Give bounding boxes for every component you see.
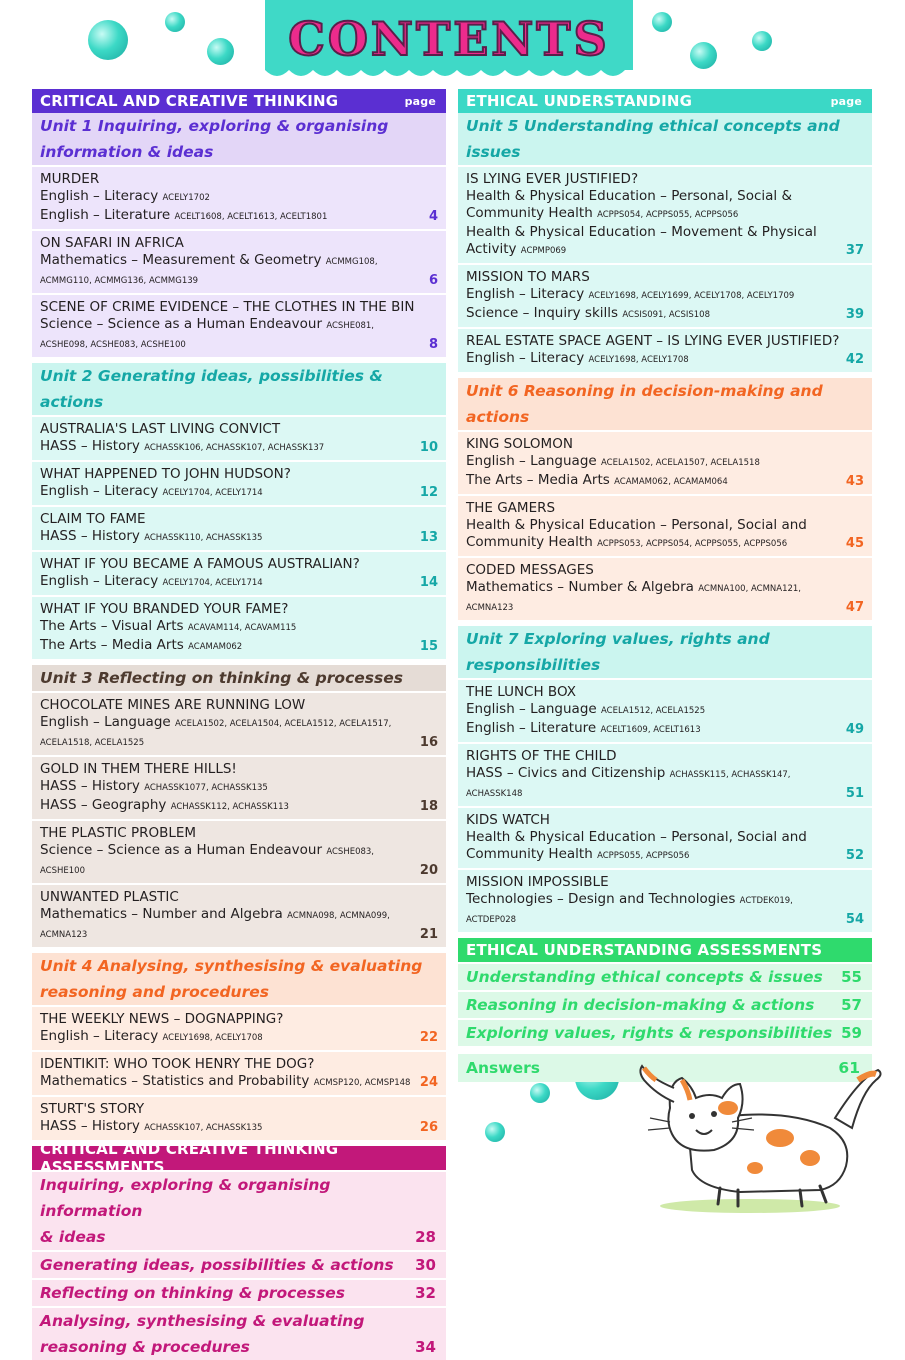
assessment-label-line: Understanding ethical concepts & issues	[466, 968, 823, 986]
curriculum-line	[466, 701, 842, 720]
toc-entry[interactable]	[32, 505, 446, 550]
subject-label: Community Health	[466, 846, 593, 862]
toc-entry[interactable]	[458, 165, 872, 263]
page-number: 16	[419, 735, 438, 750]
page-number: 55	[841, 968, 862, 986]
curriculum-line	[466, 720, 842, 739]
unit-title-line: Unit 6 Reasoning in decision-making and actions	[466, 382, 823, 426]
entry-title: KING SOLOMON	[466, 436, 573, 452]
assessment-label	[40, 1172, 415, 1250]
unit-title	[32, 665, 446, 691]
page-number: 54	[845, 912, 864, 927]
curriculum-line	[40, 573, 416, 592]
page-column-label: page	[404, 94, 436, 108]
subject-label: Science – Science as a Human Endeavour	[40, 316, 323, 332]
entry-title: RIGHTS OF THE CHILD	[466, 748, 617, 764]
curriculum-codes: ACMSP120, ACMSP148	[313, 1078, 411, 1088]
curriculum-line	[40, 438, 416, 457]
assessment-label	[466, 1020, 832, 1046]
unit-title	[458, 113, 872, 165]
curriculum-codes: ACELT1608, ACELT1613, ACELT1801	[174, 212, 328, 222]
entry-title: THE LUNCH BOX	[466, 684, 576, 700]
assessment-row[interactable]	[458, 962, 872, 990]
page-number: 37	[845, 243, 864, 258]
unit-title-line: information & ideas	[40, 143, 214, 161]
subject-label: English – Literature	[466, 720, 597, 736]
subject-label: The Arts – Media Arts	[40, 637, 184, 653]
subject-label: HASS – History	[40, 778, 140, 794]
subject-label: Science – Science as a Human Endeavour	[40, 842, 323, 858]
toc-entry[interactable]	[458, 263, 872, 327]
toc-entry[interactable]	[458, 430, 872, 494]
page-number: 32	[415, 1284, 436, 1302]
curriculum-codes: ACTDEK019, ACTDEP028	[466, 896, 793, 925]
toc-entry[interactable]	[32, 1005, 446, 1050]
toc-entry[interactable]	[458, 806, 872, 868]
toc-entry[interactable]	[32, 819, 446, 883]
page-number: 22	[419, 1030, 438, 1045]
bubble-decoration	[530, 1083, 550, 1103]
curriculum-codes: ACSHE083, ACSHE100	[40, 847, 375, 876]
unit-title-line: reasoning and procedures	[40, 983, 269, 1001]
assessment-row[interactable]	[32, 1278, 446, 1306]
subject-label: Community Health	[466, 205, 593, 221]
subject-label: English – Literacy	[40, 573, 159, 589]
curriculum-line	[466, 472, 842, 491]
bubble-decoration	[690, 42, 717, 69]
toc-entry[interactable]	[32, 883, 446, 947]
curriculum-codes: ACHASSK1077, ACHASSK135	[144, 783, 268, 793]
curriculum-line	[466, 829, 842, 846]
unit-title-line: Unit 1 Inquiring, exploring & organising	[40, 117, 389, 135]
subject-label: Health & Physical Education – Personal, Social and	[466, 517, 807, 533]
page-number: 15	[419, 639, 438, 654]
curriculum-codes: ACSIS091, ACSIS108	[622, 310, 710, 320]
assessment-label	[40, 1280, 345, 1306]
assessment-list	[458, 962, 872, 1046]
bubble-decoration	[165, 12, 185, 32]
bubble-decoration	[88, 20, 128, 60]
assessment-label	[466, 992, 814, 1018]
entry-title: STURT'S STORY	[40, 1101, 145, 1117]
section-title: CRITICAL AND CREATIVE THINKING	[40, 92, 339, 110]
curriculum-line	[40, 207, 416, 226]
assessment-label-line: reasoning & procedures	[40, 1338, 250, 1356]
page-number: 6	[428, 273, 438, 288]
assessments-heading	[458, 938, 872, 962]
curriculum-codes: ACELY1698, ACELY1708	[588, 355, 689, 365]
page-number: 57	[841, 996, 862, 1014]
page-number: 26	[419, 1120, 438, 1135]
curriculum-codes: ACELA1512, ACELA1525	[601, 706, 706, 716]
curriculum-line	[466, 579, 842, 617]
page-number: 45	[845, 536, 864, 551]
page-column-label: page	[830, 94, 862, 108]
curriculum-line	[466, 765, 842, 803]
curriculum-line	[40, 1028, 416, 1047]
subject-label: Health & Physical Education – Personal, Social and	[466, 829, 807, 845]
curriculum-codes: ACELY1704, ACELY1714	[162, 488, 263, 498]
subject-label: English – Literacy	[466, 350, 585, 366]
curriculum-codes: ACSHE081, ACSHE098, ACSHE083, ACSHE100	[40, 321, 375, 350]
assessment-label-line: Inquiring, exploring & organising information	[40, 1176, 331, 1220]
section-title: CRITICAL AND CREATIVE THINKING ASSESSMENTS	[40, 1140, 339, 1176]
subject-label: English – Language	[466, 701, 597, 717]
bubble-decoration	[752, 31, 772, 51]
section-title: ETHICAL UNDERSTANDING	[466, 92, 693, 110]
curriculum-codes: ACPMP069	[520, 246, 567, 256]
page-number: 10	[419, 440, 438, 455]
subject-label: Mathematics – Measurement & Geometry	[40, 252, 322, 268]
toc-entry[interactable]	[458, 868, 872, 932]
subject-label: Mathematics – Number and Algebra	[40, 906, 283, 922]
unit-title-line: Unit 4 Analysing, synthesising & evaluating	[40, 957, 423, 975]
page-number: 39	[845, 307, 864, 322]
subject-label: Health & Physical Education – Movement & Physical Activity	[466, 224, 817, 257]
bubble-decoration	[652, 12, 672, 32]
page-number: 13	[419, 530, 438, 545]
curriculum-line	[40, 188, 416, 207]
bubble-decoration	[485, 1122, 505, 1142]
cat-illustration	[630, 1058, 890, 1218]
curriculum-codes: ACELA1502, ACELA1504, ACELA1512, ACELA1517, ACELA1518, ACELA1525	[40, 719, 392, 748]
entry-title: AUSTRALIA'S LAST LIVING CONVICT	[40, 421, 281, 437]
curriculum-codes: ACELY1698, ACELY1699, ACELY1708, ACELY1709	[588, 291, 795, 301]
page-number: 18	[419, 799, 438, 814]
assessment-label	[40, 1308, 364, 1360]
assessment-label-line: Reflecting on thinking & processes	[40, 1284, 346, 1302]
subject-label: English – Literacy	[40, 188, 159, 204]
toc-entry[interactable]	[458, 494, 872, 556]
curriculum-line	[40, 1073, 416, 1092]
toc-entry[interactable]	[32, 229, 446, 293]
curriculum-codes: ACAVAM114, ACAVAM115	[187, 623, 297, 633]
curriculum-line	[466, 350, 842, 369]
page-number: 59	[841, 1024, 862, 1042]
page-number: 30	[415, 1256, 436, 1274]
assessment-row[interactable]	[32, 1250, 446, 1278]
page-number: 12	[419, 485, 438, 500]
assessment-row[interactable]	[458, 1018, 872, 1046]
page-number: 34	[415, 1338, 436, 1356]
right-column	[458, 89, 872, 1082]
subject-label: English – Literacy	[40, 1028, 159, 1044]
page-number: 8	[428, 337, 438, 352]
entry-title: REAL ESTATE SPACE AGENT – IS LYING EVER JUSTIFIED?	[466, 333, 840, 349]
unit-title-line: Unit 7 Exploring values, rights and responsibilities	[466, 630, 770, 674]
toc-entry[interactable]	[32, 460, 446, 505]
answers-label: Answers	[466, 1059, 540, 1077]
page-number: 43	[845, 474, 864, 489]
section-title: ETHICAL UNDERSTANDING ASSESSMENTS	[466, 941, 823, 959]
toc-entry[interactable]	[458, 678, 872, 742]
curriculum-line	[40, 906, 416, 944]
subject-label: English – Language	[466, 453, 597, 469]
curriculum-line	[466, 286, 842, 305]
subject-label: English – Literacy	[40, 483, 159, 499]
curriculum-line	[466, 305, 842, 324]
subject-label: English – Literature	[40, 207, 171, 223]
curriculum-line	[466, 205, 842, 224]
curriculum-line	[40, 316, 416, 354]
curriculum-codes: ACPPS054, ACPPS055, ACPPS056	[597, 210, 739, 220]
page-number: 52	[845, 848, 864, 863]
curriculum-codes: ACHASSK110, ACHASSK135	[144, 533, 263, 543]
curriculum-line	[40, 842, 416, 880]
curriculum-line	[40, 483, 416, 502]
page-number: 42	[845, 352, 864, 367]
curriculum-line	[40, 252, 416, 290]
unit-title-line: Unit 2 Generating ideas, possibilities & actions	[40, 367, 383, 411]
curriculum-codes: ACHASSK107, ACHASSK135	[144, 1123, 263, 1133]
entry-title: CHOCOLATE MINES ARE RUNNING LOW	[40, 697, 306, 713]
subject-label: The Arts – Visual Arts	[40, 618, 184, 634]
curriculum-codes: ACPPS055, ACPPS056	[597, 851, 690, 861]
subject-label: Technologies – Design and Technologies	[466, 891, 736, 907]
entry-title: WHAT HAPPENED TO JOHN HUDSON?	[40, 466, 291, 482]
toc-entry[interactable]	[458, 327, 872, 372]
toc-entry[interactable]	[32, 550, 446, 595]
curriculum-codes: ACAMAM062	[188, 642, 243, 652]
subject-label: HASS – History	[40, 528, 140, 544]
left-units	[32, 113, 446, 1140]
entry-title: WHAT IF YOU BRANDED YOUR FAME?	[40, 601, 289, 617]
assessment-label	[40, 1252, 394, 1278]
subject-label: HASS – Geography	[40, 797, 167, 813]
page-number: 20	[419, 863, 438, 878]
curriculum-line	[40, 528, 416, 547]
assessment-row[interactable]	[458, 990, 872, 1018]
subject-label: Science – Inquiry skills	[466, 305, 619, 321]
curriculum-line	[466, 846, 842, 865]
assessment-label	[466, 964, 823, 990]
curriculum-codes: ACHASSK115, ACHASSK147, ACHASSK148	[466, 770, 791, 799]
entry-title: THE PLASTIC PROBLEM	[40, 825, 197, 841]
curriculum-codes: ACPPS053, ACPPS054, ACPPS055, ACPPS056	[597, 539, 788, 549]
curriculum-codes: ACELT1609, ACELT1613	[600, 725, 701, 735]
answers-page: 61	[838, 1059, 860, 1077]
curriculum-codes: ACHASSK106, ACHASSK107, ACHASSK137	[144, 443, 325, 453]
subject-label: English – Language	[40, 714, 171, 730]
page-number: 14	[419, 575, 438, 590]
assessment-label-line: Generating ideas, possibilities & actions	[40, 1256, 394, 1274]
curriculum-line	[466, 891, 842, 929]
toc-entry[interactable]	[32, 1095, 446, 1140]
curriculum-line	[40, 637, 416, 656]
curriculum-line	[40, 1118, 416, 1137]
toc-entry[interactable]	[32, 165, 446, 229]
page-number: 51	[845, 786, 864, 801]
curriculum-codes: ACELY1704, ACELY1714	[162, 578, 263, 588]
curriculum-codes: ACELA1502, ACELA1507, ACELA1518	[601, 458, 760, 468]
subject-label: Community Health	[466, 534, 593, 550]
assessment-row[interactable]	[32, 1170, 446, 1250]
unit-title	[32, 953, 446, 1005]
entry-title: ON SAFARI IN AFRICA	[40, 235, 184, 251]
subject-label: English – Literacy	[466, 286, 585, 302]
curriculum-line	[466, 453, 842, 472]
toc-entry[interactable]	[32, 755, 446, 819]
subject-label: Mathematics – Number & Algebra	[466, 579, 694, 595]
assessments-heading	[32, 1140, 446, 1176]
entry-title: SCENE OF CRIME EVIDENCE – THE CLOTHES IN THE BIN	[40, 299, 415, 315]
entry-title: MISSION TO MARS	[466, 269, 590, 285]
entry-title: GOLD IN THEM THERE HILLS!	[40, 761, 237, 777]
curriculum-line	[40, 618, 416, 637]
curriculum-codes: ACELY1698, ACELY1708	[162, 1033, 263, 1043]
toc-entry[interactable]	[32, 1050, 446, 1095]
curriculum-codes: ACMNA098, ACMNA099, ACMNA123	[40, 911, 390, 940]
curriculum-codes: ACMMG108, ACMMG110, ACMMG136, ACMMG139	[40, 257, 378, 286]
curriculum-codes: ACELY1702	[162, 193, 210, 203]
entry-title: UNWANTED PLASTIC	[40, 889, 179, 905]
toc-entry[interactable]	[32, 415, 446, 460]
entry-title: MISSION IMPOSSIBLE	[466, 874, 609, 890]
entry-title: CODED MESSAGES	[466, 562, 594, 578]
curriculum-codes: ACMNA100, ACMNA121, ACMNA123	[466, 584, 802, 613]
assessment-label-line: Reasoning in decision-making & actions	[466, 996, 815, 1014]
page-number: 28	[415, 1228, 436, 1246]
bubble-decoration	[207, 38, 234, 65]
left-column	[32, 89, 446, 1360]
curriculum-line	[466, 224, 842, 260]
entry-title: THE WEEKLY NEWS – DOGNAPPING?	[40, 1011, 284, 1027]
assessment-row[interactable]	[32, 1306, 446, 1360]
page-number: 21	[419, 927, 438, 942]
toc-entry[interactable]	[32, 293, 446, 357]
curriculum-line	[466, 188, 842, 205]
assessment-label-line: Analysing, synthesising & evaluating	[40, 1312, 365, 1330]
unit-title	[32, 113, 446, 165]
right-units	[458, 113, 872, 932]
unit-title	[458, 626, 872, 678]
curriculum-line	[466, 517, 842, 534]
curriculum-line	[40, 778, 416, 797]
unit-title	[32, 363, 446, 415]
toc-entry[interactable]	[458, 742, 872, 806]
entry-title: IS LYING EVER JUSTIFIED?	[466, 171, 639, 187]
subject-label: The Arts – Media Arts	[466, 472, 610, 488]
curriculum-codes: ACAMAM062, ACAMAM064	[614, 477, 728, 487]
assessment-list	[32, 1170, 446, 1360]
curriculum-codes: ACHASSK112, ACHASSK113	[170, 802, 289, 812]
section-heading	[32, 89, 446, 113]
curriculum-line	[40, 714, 416, 752]
section-heading	[458, 89, 872, 113]
curriculum-line	[40, 797, 416, 816]
toc-entry[interactable]	[32, 691, 446, 755]
toc-entry[interactable]	[458, 556, 872, 620]
page-number: 24	[419, 1075, 438, 1090]
page-number: 4	[428, 209, 438, 224]
entry-title: IDENTIKIT: WHO TOOK HENRY THE DOG?	[40, 1056, 315, 1072]
curriculum-line	[466, 534, 842, 553]
page-number: 49	[845, 722, 864, 737]
entry-title: KIDS WATCH	[466, 812, 550, 828]
subject-label: HASS – Civics and Citizenship	[466, 765, 666, 781]
subject-label: HASS – History	[40, 438, 140, 454]
assessment-label-line: Exploring values, rights & responsibilities	[466, 1024, 833, 1042]
subject-label: Mathematics – Statistics and Probability	[40, 1073, 310, 1089]
subject-label: HASS – History	[40, 1118, 140, 1134]
entry-title: WHAT IF YOU BECAME A FAMOUS AUSTRALIAN?	[40, 556, 360, 572]
entry-title: CLAIM TO FAME	[40, 511, 146, 527]
toc-entry[interactable]	[32, 595, 446, 659]
entry-title: THE GAMERS	[466, 500, 556, 516]
entry-title: MURDER	[40, 171, 100, 187]
assessment-label-line: & ideas	[40, 1228, 106, 1246]
unit-title	[458, 378, 872, 430]
page-title: CONTENTS	[288, 12, 610, 66]
unit-title-line: Unit 5 Understanding ethical concepts and issues	[466, 117, 840, 161]
subject-label: Health & Physical Education – Personal, Social &	[466, 188, 793, 204]
unit-title-line: Unit 3 Reflecting on thinking & processes	[40, 669, 403, 687]
page-number: 47	[845, 600, 864, 615]
